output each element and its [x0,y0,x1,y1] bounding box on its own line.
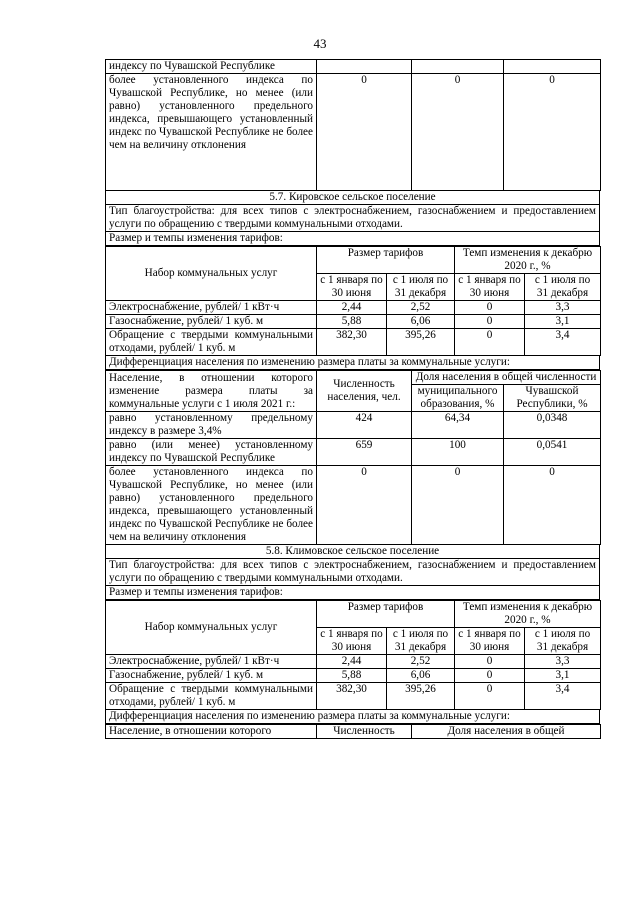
table-cell: 0 [412,466,504,545]
table-row [106,315,601,329]
header-cell: с 1 января по 30 июня [455,274,525,301]
table-cell: 6,06 [387,669,455,683]
table-row [106,412,601,439]
differentiation-label: Дифференциация населения по изменению размера платы за коммунальные услуги: [105,710,600,724]
table-cell: 0 [504,466,601,545]
table-cell: 2,44 [317,301,387,315]
table-cell: 3,1 [525,315,601,329]
table-row [106,669,601,683]
header-cell: Население, в отношении которого [106,725,317,739]
table-cell: индексу по Чувашской Республике [106,60,317,74]
header-cell: с 1 июля по 31 декабря [525,274,601,301]
table-row [106,655,601,669]
table-row [106,301,601,315]
table-cell: 0 [504,74,601,191]
header-cell: Численность населения, чел. [317,371,412,412]
differentiation-table [105,370,601,545]
table-cell: Обращение с твердыми коммунальными отходами, рублей/ 1 куб. м [106,329,317,356]
header-cell: Размер тарифов [317,601,455,628]
header-cell: Доля населения в общей численности [412,371,601,385]
table-cell: 6,06 [387,315,455,329]
document-body [105,59,600,739]
section-title: 5.8. Климовское сельское поселение [105,545,600,559]
header-cell: Набор коммунальных услуг [106,601,317,655]
table-row [106,466,601,545]
header-cell: муниципального образования, % [412,385,504,412]
tariff-table [105,600,601,710]
table-cell: 0 [455,683,525,710]
header-cell: Доля населения в общей [412,725,601,739]
table-cell: Газоснабжение, рублей/ 1 куб. м [106,669,317,683]
page-number: 43 [313,36,327,51]
tariff-table [105,246,601,356]
table-cell: 3,4 [525,683,601,710]
table-cell: 0 [455,301,525,315]
table-cell: 2,52 [387,655,455,669]
table-cell: Обращение с твердыми коммунальными отходами, рублей/ 1 куб. м [106,683,317,710]
table-cell: равно (или менее) установленному индексу по Чувашской Республике [106,439,317,466]
table-cell: более установленного индекса по Чувашской Республике, но менее (или равно) установленного предельного индекса, превышающего установленный индекс по Чувашской Республике не более чем на величину отклонения [106,74,317,191]
amenity-type-text: Тип благоустройства: для всех типов с электроснабжением, газоснабжением и предоставлением услуги по обращению с твердыми коммунальными отходами. [105,205,600,232]
header-cell: Численность [317,725,412,739]
table-cell: более установленного индекса по Чувашской Республике, но менее (или равно) установленного предельного индекса, превышающего установленный индекс по Чувашской Республике не более чем на величину отклонения [106,466,317,545]
table-cell: равно установленному предельному индексу в размере 3,4% [106,412,317,439]
table-row [106,439,601,466]
top-continuation-table [105,59,601,191]
table-cell: 0 [455,315,525,329]
table-cell: 382,30 [317,329,387,356]
table-row [106,329,601,356]
table-cell: 0 [317,74,412,191]
table-cell: 2,44 [317,655,387,669]
header-cell: с 1 января по 30 июня [317,274,387,301]
table-cell: 0 [455,329,525,356]
header-cell: Темп изменения к декабрю 2020 г., % [455,247,601,274]
table-cell: 100 [412,439,504,466]
table-cell: 0 [455,669,525,683]
differentiation-label: Дифференциация населения по изменению размера платы за коммунальные услуги: [105,356,600,370]
table-cell: 3,3 [525,655,601,669]
table-cell: 0,0348 [504,412,601,439]
table-cell: 0 [455,655,525,669]
table-cell: 3,1 [525,669,601,683]
header-cell: Население, в отношении которого изменение размера платы за коммунальные услуги с 1 июля 2021 г.: [106,371,317,412]
table-cell: 0 [412,74,504,191]
table-cell: 64,34 [412,412,504,439]
header-cell: с 1 июля по 31 декабря [387,274,455,301]
header-cell: Чувашской Республики, % [504,385,601,412]
tariff-size-label: Размер и темпы изменения тарифов: [105,232,600,246]
differentiation-table-partial [105,724,601,739]
table-cell: 2,52 [387,301,455,315]
header-cell: с 1 июля по 31 декабря [525,628,601,655]
table-cell: 5,88 [317,315,387,329]
table-cell: Электроснабжение, рублей/ 1 кВт·ч [106,301,317,315]
table-cell: 0,0541 [504,439,601,466]
tariff-size-label: Размер и темпы изменения тарифов: [105,586,600,600]
table-cell: 395,26 [387,683,455,710]
amenity-type-text: Тип благоустройства: для всех типов с электроснабжением, газоснабжением и предоставлением услуги по обращению с твердыми коммунальными отходами. [105,559,600,586]
header-cell: Набор коммунальных услуг [106,247,317,301]
header-cell: с 1 июля по 31 декабря [387,628,455,655]
table-cell: 5,88 [317,669,387,683]
table-cell: 382,30 [317,683,387,710]
table-cell: Электроснабжение, рублей/ 1 кВт·ч [106,655,317,669]
header-cell: Темп изменения к декабрю 2020 г., % [455,601,601,628]
header-cell: с 1 января по 30 июня [317,628,387,655]
table-cell: 3,3 [525,301,601,315]
table-cell: 0 [317,466,412,545]
table-cell: 424 [317,412,412,439]
table-cell: 659 [317,439,412,466]
header-cell: Размер тарифов [317,247,455,274]
table-cell: 3,4 [525,329,601,356]
header-cell: с 1 января по 30 июня [455,628,525,655]
table-cell: 395,26 [387,329,455,356]
section-title: 5.7. Кировское сельское поселение [105,191,600,205]
table-cell: Газоснабжение, рублей/ 1 куб. м [106,315,317,329]
table-row [106,683,601,710]
